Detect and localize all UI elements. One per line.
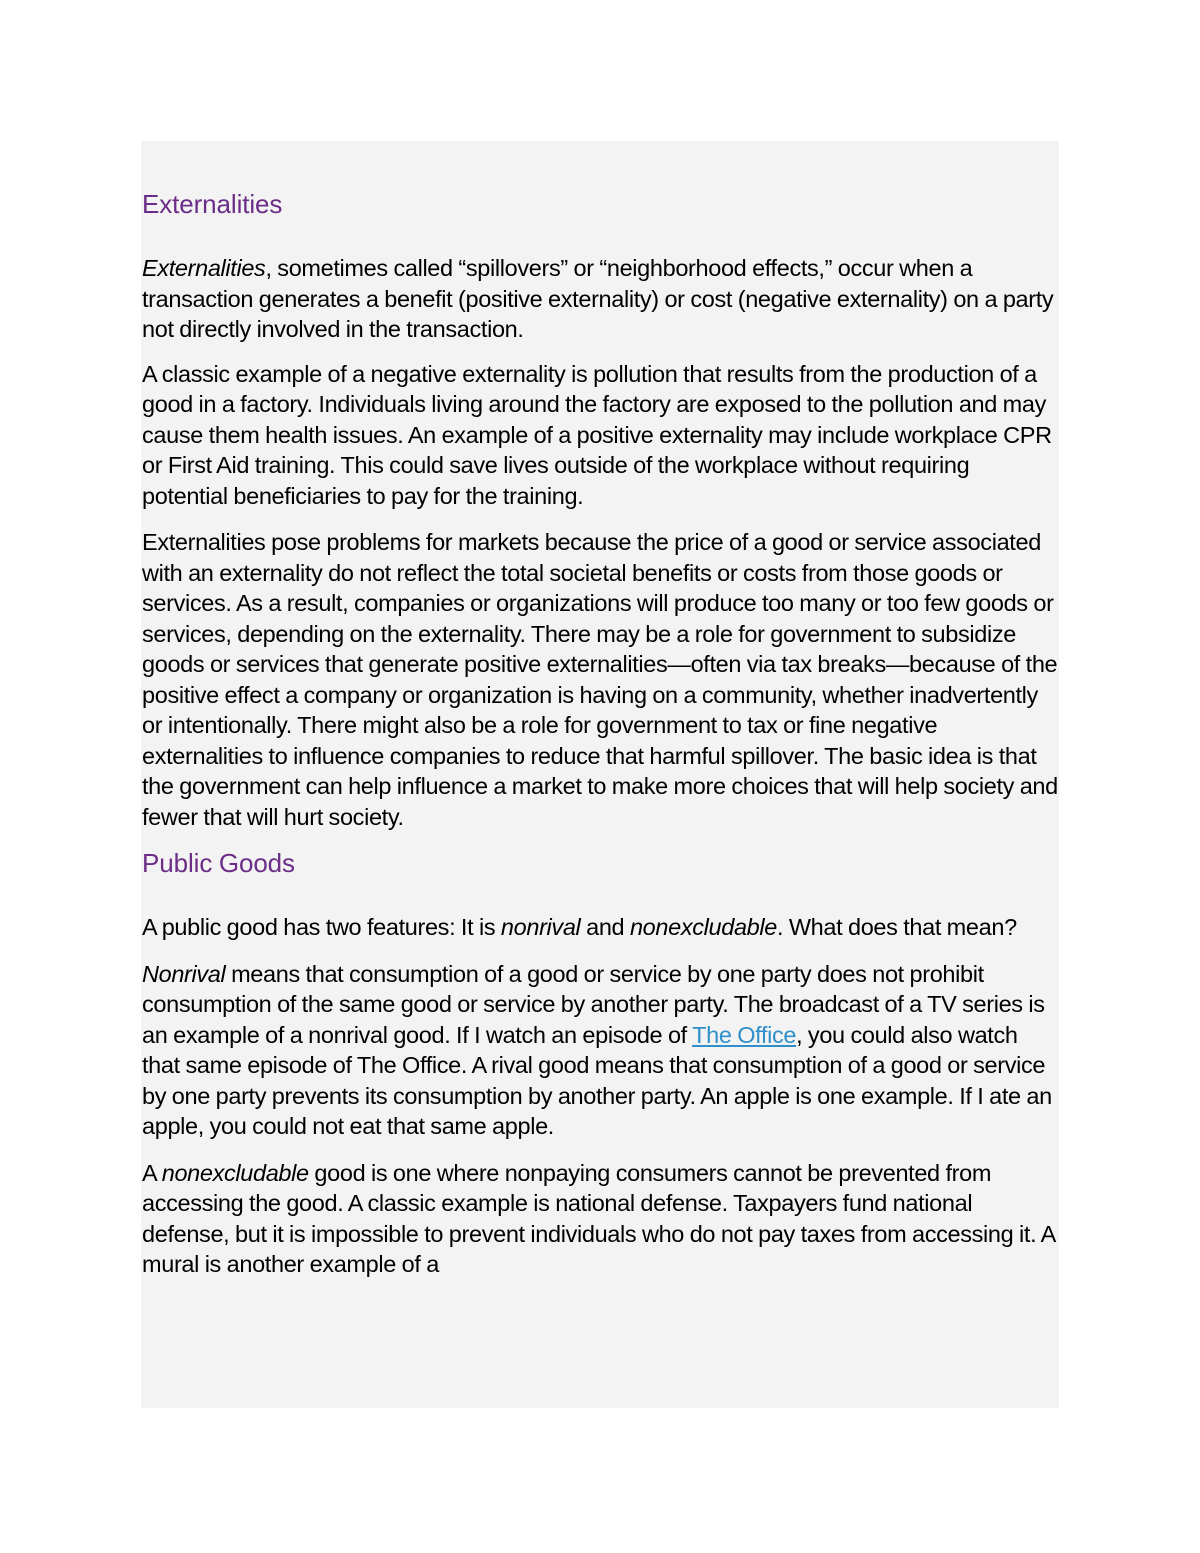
paragraph-text: , you could also watch that same episode of The Office. A rival good means that consumption of a good or service by one party prevents its consumption by another party. An apple is one example. If I ate an apple, you could not eat that same apple. xyxy=(142,1021,1052,1139)
paragraph-text: and xyxy=(580,914,630,940)
term-nonrival: nonrival xyxy=(500,914,581,940)
the-office-link[interactable]: The Office xyxy=(692,1021,797,1048)
paragraph-externalities-problems: Externalities pose problems for markets because the price of a good or service associated with an externality do not reflect the total societal benefits or costs from those goods or services. As a result, companies or organizations will produce too many or too few goods or services, depending on the externality. There may be a role for government to subsidize goods or services that generate positive externalities—often via tax breaks—because of the positive effect a company or organization is having on a community, whether inadvertently or intentionally. There might also be a role for government to tax or fine negative externalities to influence companies to reduce that harmful spillover. The basic idea is that the government can help influence a market to make more choices that will help society and fewer that will hurt society. xyxy=(142,529,1058,830)
paragraph-text: A xyxy=(142,1159,162,1186)
document-page-block xyxy=(141,141,1059,1408)
paragraph-nonexcludable xyxy=(142,1158,1059,1280)
paragraph-public-good-features xyxy=(142,912,1059,943)
heading-public-goods: Public Goods xyxy=(142,848,295,878)
document-content xyxy=(142,187,1059,1296)
term-nonrival: Nonrival xyxy=(142,960,226,987)
paragraph-nonrival xyxy=(142,959,1059,1142)
term-nonexcludable: nonexcludable xyxy=(629,914,777,940)
paragraph-text: A public good has two features: It is xyxy=(142,914,501,940)
paragraph-externalities-examples: A classic example of a negative externality is pollution that results from the production of a good in a factory. Individuals living around the factory are exposed to the pollution and may cause them health issues. An example of a positive externality may include workplace CPR or First Aid training. This could save lives outside of the workplace without requiring potential beneficiaries to pay for the training. xyxy=(142,360,1052,509)
term-externalities: Externalities xyxy=(142,255,266,281)
paragraph-externalities-definition xyxy=(142,253,1059,345)
paragraph-text: means that consumption of a good or service by one party does not prohibit consumption of the same good or service by another party. The broadcast of a TV series is an example of a nonrival good. If I watch an episode of xyxy=(142,960,1045,1048)
heading-externalities: Externalities xyxy=(142,189,283,219)
term-nonexcludable: nonexcludable xyxy=(161,1159,309,1186)
paragraph-text: . What does that mean? xyxy=(776,914,1017,940)
paragraph-text: good is one where nonpaying consumers cannot be prevented from accessing the good. A classic example is national defense. Taxpayers fund national defense, but it is impossible to prevent individuals who do not pay taxes from accessing it. A mural is another example of a xyxy=(142,1159,1055,1277)
paragraph-text: , sometimes called “spillovers” or “neighborhood effects,” occur when a transaction generates a benefit (positive externality) or cost (negative externality) on a party not directly involved in the transaction. xyxy=(142,255,1054,342)
